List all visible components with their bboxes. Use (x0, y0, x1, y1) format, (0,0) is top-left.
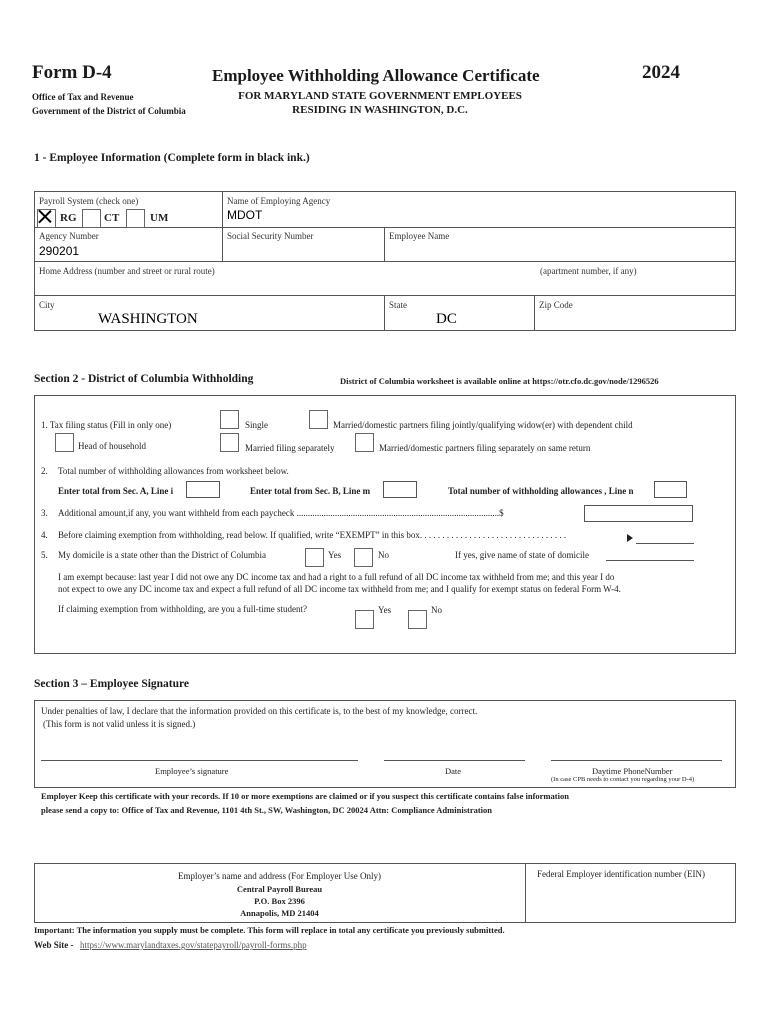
ein-label: Federal Employer identification number (EIN) (537, 869, 705, 879)
divider (34, 261, 736, 262)
agency-number-label: Agency Number (39, 231, 99, 241)
domicile-yes-label: Yes (328, 550, 342, 560)
employer-line-3: Annapolis, MD 21404 (240, 908, 319, 918)
payroll-ct-label: CT (104, 212, 120, 224)
employer-note-2: please send a copy to: Office of Tax and Revenue, 1101 4th St., SW, Washington, DC 20024 Attn: Compliance Administration (41, 805, 493, 815)
employer-line-1: Central Payroll Bureau (236, 884, 323, 894)
item-5-label: My domicile is a state other than the District of Columbia (58, 550, 266, 560)
domicile-no-label: No (378, 550, 389, 560)
total-allowances-label: Total number of withholding allowances , Line n (448, 486, 634, 496)
sec-b-input[interactable] (383, 481, 417, 498)
government-name: Government of the District of Columbia (32, 106, 186, 116)
student-yes-checkbox[interactable] (355, 610, 374, 629)
subtitle-line-1: FOR MARYLAND STATE GOVERNMENT EMPLOYEES (238, 90, 522, 102)
withholding-box (34, 395, 736, 654)
arrow-right-icon (627, 534, 633, 542)
divider (384, 227, 385, 261)
employer-label: Employer’s name and address (For Employer Use Only) (177, 871, 382, 881)
agency-name-label: Name of Employing Agency (227, 196, 331, 206)
payroll-um-checkbox[interactable] (126, 209, 145, 228)
payroll-um-label: UM (150, 212, 169, 224)
penalty-text: Under penalties of law, I declare that the information provided on this certificate is, to the best of my knowledge, correct. (41, 706, 478, 716)
date-line[interactable] (384, 760, 525, 761)
item-1-label: 1. Tax filing status (Fill in only one) (41, 420, 172, 430)
date-label: Date (445, 766, 462, 776)
form-title: Employee Withholding Allowance Certificate (212, 66, 540, 85)
office-name: Office of Tax and Revenue (32, 92, 134, 102)
form-year: 2024 (642, 62, 680, 83)
divider (525, 863, 526, 923)
phone-line[interactable] (551, 760, 722, 761)
total-allowances-input[interactable] (654, 481, 687, 498)
section-3-title: Section 3 – Employee Signature (34, 678, 190, 690)
payroll-rg-checkbox[interactable] (37, 209, 56, 228)
signature-label: Employee’s signature (155, 766, 229, 776)
student-no-label: No (431, 605, 442, 615)
website-link[interactable]: https://www.marylandtaxes.gov/statepayroll/payroll-forms.php (80, 940, 307, 950)
sec-a-label: Enter total from Sec. A, Line i (58, 486, 174, 496)
item-4-label: Before claiming exemption from withholding, read below. If qualified, write “EXEMPT” in this box. . . . . . . . . . . . . . . . . . . . . . . . . . . . . . . . . (58, 530, 567, 540)
student-no-checkbox[interactable] (408, 610, 427, 629)
employer-note-1: Employer Keep this certificate with your records. If 10 or more exemptions are claimed or if you suspect this certificate contains false information (41, 791, 569, 801)
divider (222, 191, 223, 261)
status-mfj-label: Married/domestic partners filing jointly/qualifying widow(er) with dependent child (333, 420, 633, 430)
agency-number-field[interactable]: 290201 (39, 244, 80, 258)
student-label: If claiming exemption from withholding, are you a full-time student? (58, 604, 307, 614)
city-label: City (39, 300, 55, 310)
payroll-rg-label: RG (60, 212, 77, 224)
status-mfj-checkbox[interactable] (309, 410, 328, 429)
exempt-text-1: I am exempt because: last year I did not owe any DC income tax and had a right to a full refund of all DC income tax withheld from me; and this year I do (58, 572, 615, 582)
subtitle-line-2: RESIDING IN WASHINGTON, D.C. (292, 104, 468, 116)
payroll-system-label: Payroll System (check one) (39, 196, 139, 206)
divider (384, 295, 385, 331)
section-1-title: 1 - Employee Information (Complete form in black ink.) (34, 152, 310, 164)
zip-label: Zip Code (539, 300, 573, 310)
payroll-ct-checkbox[interactable] (82, 209, 101, 228)
item-3-num: 3. (41, 508, 48, 518)
city-field[interactable]: WASHINGTON (98, 311, 198, 327)
item-2-label: Total number of withholding allowances from worksheet below. (58, 466, 289, 476)
website-label: Web Site - (34, 940, 74, 950)
valid-text: (This form is not valid unless it is signed.) (43, 719, 196, 729)
form-id: Form D-4 (32, 62, 112, 83)
domicile-no-checkbox[interactable] (354, 548, 373, 567)
phone-note: (In case CPB needs to contact you regarding your D-4) (551, 776, 695, 783)
status-single-label: Single (245, 420, 269, 430)
domicile-state-input[interactable] (606, 560, 694, 561)
important-note: Important: The information you supply must be complete. This form will replace in total any certificate you previously submitted. (34, 925, 505, 935)
status-mfs-label: Married filing separately (245, 443, 335, 453)
student-yes-label: Yes (378, 605, 392, 615)
status-mfs-same-checkbox[interactable] (355, 433, 374, 452)
status-single-checkbox[interactable] (220, 410, 239, 429)
item-4-num: 4. (41, 530, 48, 540)
home-address-label: Home Address (number and street or rural route) (39, 266, 215, 276)
domicile-state-label: If yes, give name of state of domicile (455, 550, 589, 560)
status-hoh-checkbox[interactable] (55, 433, 74, 452)
section-2-title: Section 2 - District of Columbia Withholding (34, 373, 254, 385)
agency-name-field[interactable]: MDOT (227, 208, 263, 222)
exempt-input[interactable] (636, 543, 694, 544)
domicile-yes-checkbox[interactable] (305, 548, 324, 567)
ssn-label: Social Security Number (227, 231, 314, 241)
employee-name-label: Employee Name (389, 231, 450, 241)
worksheet-note: District of Columbia worksheet is available online at https://otr.cfo.dc.gov/node/1296526 (340, 376, 659, 386)
employer-line-2: P.O. Box 2396 (254, 896, 305, 906)
additional-amount-input[interactable] (584, 505, 693, 522)
status-mfs-same-label: Married/domestic partners filing separately on same return (379, 443, 591, 453)
exempt-text-2: not expect to owe any DC income tax and expect a full refund of all DC income tax withheld from me; and I qualify for exempt status on federal Form W-4. (58, 584, 621, 594)
apartment-label: (apartment number, if any) (540, 266, 637, 276)
item-5-num: 5. (41, 550, 48, 560)
status-mfs-checkbox[interactable] (220, 433, 239, 452)
divider (34, 295, 736, 296)
item-2-num: 2. (41, 466, 48, 476)
sec-a-input[interactable] (186, 481, 220, 498)
state-label: State (389, 300, 407, 310)
sec-b-label: Enter total from Sec. B, Line m (250, 486, 371, 496)
item-3-label: Additional amount,if any, you want withheld from each paycheck ..........................................................................................$ (58, 508, 504, 518)
phone-label: Daytime PhoneNumber (592, 766, 673, 776)
state-field[interactable]: DC (436, 311, 457, 327)
divider (534, 295, 535, 331)
signature-line[interactable] (41, 760, 358, 761)
status-hoh-label: Head of household (78, 441, 146, 451)
